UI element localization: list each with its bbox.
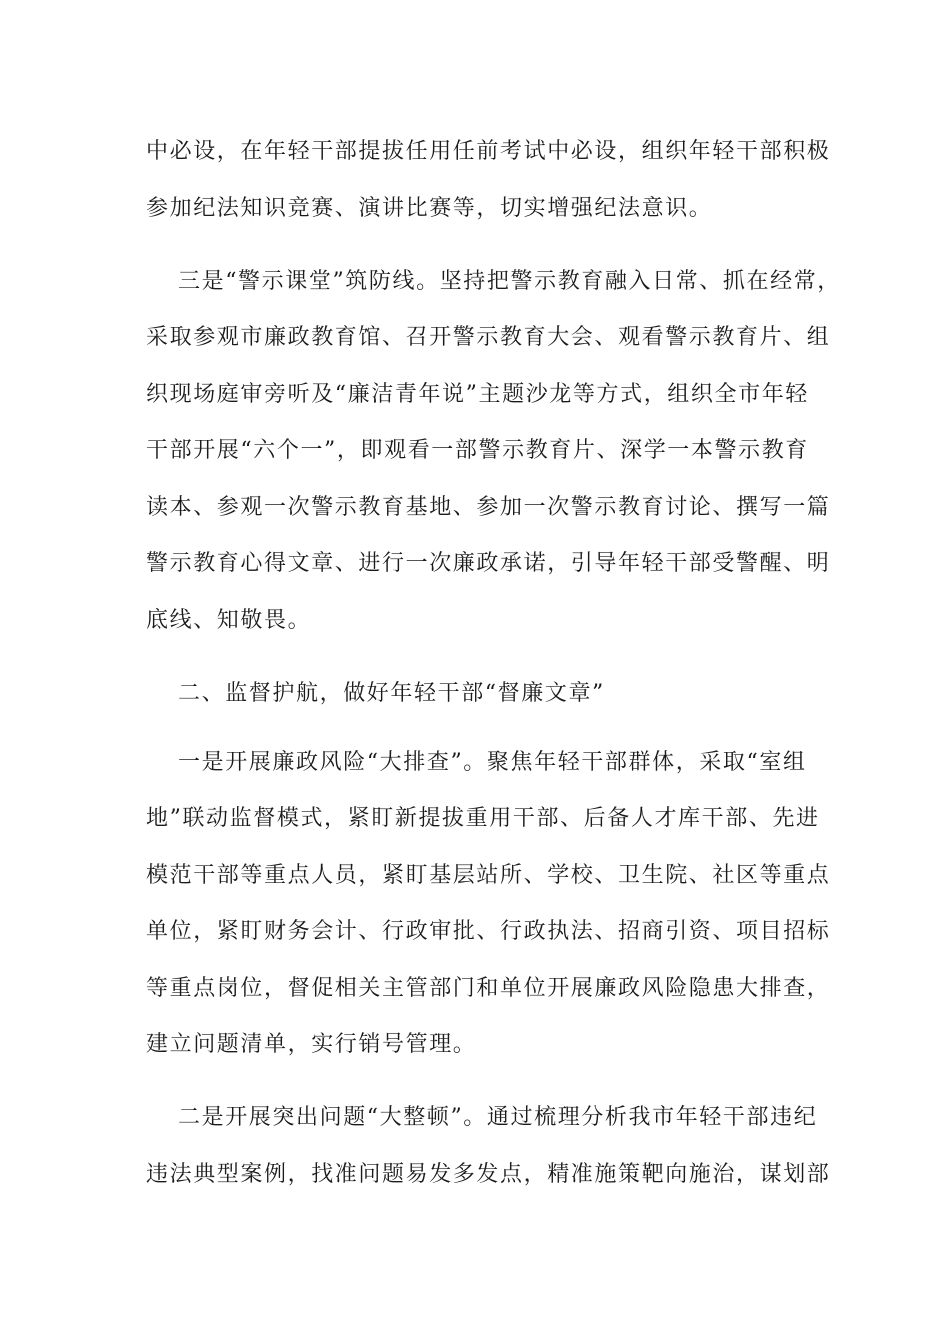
text-line: 干部开展“六个一”，即观看一部警示教育片、深学一本警示教育 xyxy=(146,438,809,463)
text-line: 地”联动监督模式，紧盯新提拔重用干部、后备人才库干部、先进 xyxy=(146,806,820,831)
text-line: 建立问题清单，实行销号管理。 xyxy=(146,1032,477,1057)
text-line: 参加纪法知识竞赛、演讲比赛等，切实增强纪法意识。 xyxy=(146,196,713,221)
text-line: 底线、知敬畏。 xyxy=(146,608,312,633)
section-heading: 二、监督护航，做好年轻干部“督廉文章” xyxy=(178,681,605,706)
text-line: 模范干部等重点人员，紧盯基层站所、学校、卫生院、社区等重点 xyxy=(146,863,831,888)
paragraph-start-line: 二是开展突出问题“大整顿”。通过梳理分析我市年轻干部违纪 xyxy=(178,1105,818,1130)
paragraph-start-line: 一是开展廉政风险“大排查”。聚焦年轻干部群体，采取“室组 xyxy=(178,750,807,775)
text-line: 中必设，在年轻干部提拔任用任前考试中必设，组织年轻干部积极 xyxy=(146,139,831,164)
text-line: 警示教育心得文章、进行一次廉政承诺，引导年轻干部受警醒、明 xyxy=(146,551,831,576)
text-line: 读本、参观一次警示教育基地、参加一次警示教育讨论、撰写一篇 xyxy=(146,495,831,520)
text-line: 织现场庭审旁听及“廉洁青年说”主题沙龙等方式，组织全市年轻 xyxy=(146,382,809,407)
text-line: 采取参观市廉政教育馆、召开警示教育大会、观看警示教育片、组 xyxy=(146,325,831,350)
text-line: 等重点岗位，督促相关主管部门和单位开展廉政风险隐患大排查， xyxy=(146,976,831,1001)
paragraph-start-line: 三是“警示课堂”筑防线。坚持把警示教育融入日常、抓在经常， xyxy=(178,269,841,294)
text-line: 违法典型案例，找准问题易发多发点，精准施策靶向施治，谋划部 xyxy=(146,1162,831,1187)
text-line: 单位，紧盯财务会计、行政审批、行政执法、招商引资、项目招标 xyxy=(146,919,831,944)
